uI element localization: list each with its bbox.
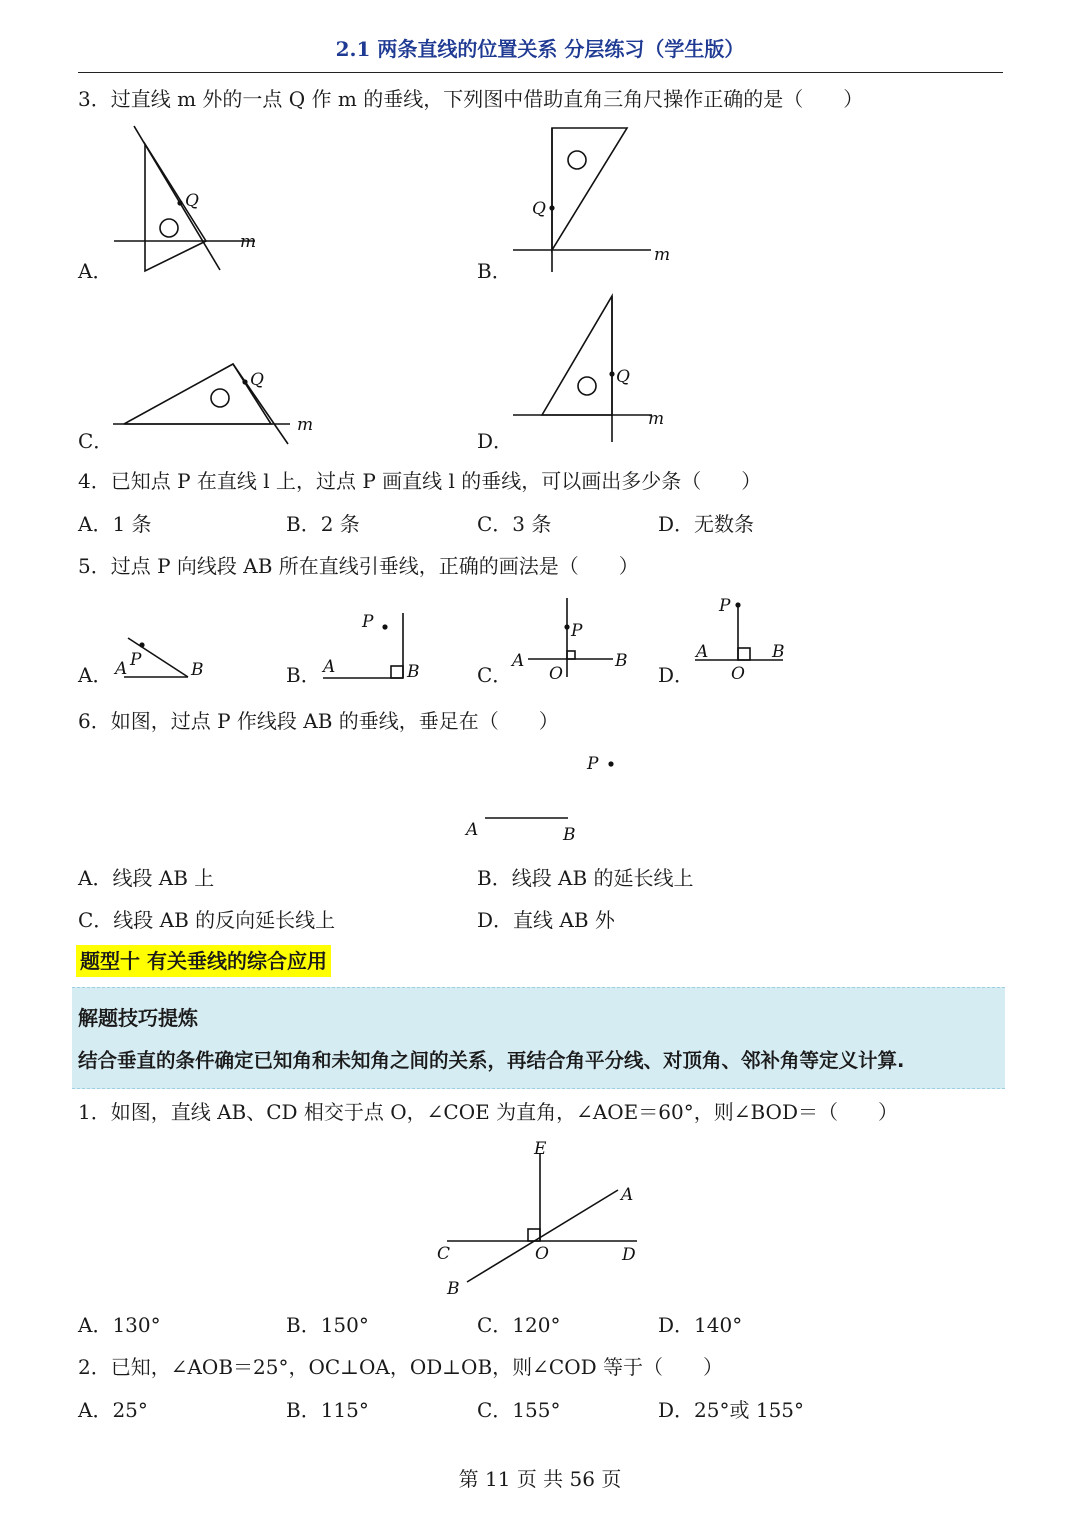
p1-label-e: E (534, 1139, 547, 1159)
q5-figure-c (505, 595, 635, 690)
q5-figure-a (110, 630, 220, 690)
p1-label-d: D (622, 1245, 636, 1265)
p1-stem: 1．如图，直线 AB、CD 相交于点 O，∠COE 为直角，∠AOE＝60°，则∠BOD＝（ ） (78, 1100, 898, 1124)
q5-option-b: B． (286, 663, 321, 687)
q3-figure-b (510, 118, 690, 288)
q5-option-c: C． (477, 663, 513, 687)
page-header-title: 2.1 两条直线的位置关系 分层练习（学生版） (335, 37, 745, 61)
q5c-label-o: O (549, 664, 563, 684)
q3-option-a: A． (78, 259, 113, 283)
q6-label-b: B (563, 825, 576, 845)
q6-option-a: A．线段 AB 上 (78, 866, 215, 890)
section-title: 题型十 有关垂线的综合应用 (76, 945, 331, 977)
q5b-label-p: P (362, 612, 374, 632)
q6-label-p: P (587, 754, 599, 774)
q3-option-d: D． (477, 429, 514, 453)
q5a-label-b: B (191, 660, 204, 680)
q3c-triangle (124, 364, 271, 424)
p2-option-a: A．25° (78, 1398, 148, 1422)
p1-option-d: D．140° (658, 1313, 743, 1337)
q3c-ruler-hole (211, 389, 229, 407)
q5-figure-b (315, 605, 430, 690)
q6-label-a: A (466, 820, 479, 840)
q5d-label-b: B (772, 642, 785, 662)
q3c-point-q (242, 379, 247, 384)
q5c-label-p: P (571, 621, 583, 641)
q5c-right-angle (567, 651, 575, 659)
q5d-right-angle (738, 648, 750, 660)
q4-option-d: D．无数条 (658, 512, 755, 536)
q5b-right-angle (391, 666, 403, 678)
q3-stem: 3．过直线 m 外的一点 Q 作 m 的垂线，下列图中借助直角三角尺操作正确的是（ ） (78, 87, 864, 111)
q3b-label-q: Q (532, 199, 546, 219)
tip-title: 解题技巧提炼 (78, 1006, 198, 1030)
q3c-label-m: m (297, 415, 314, 435)
p1-label-o: O (535, 1244, 549, 1264)
q4-stem: 4．已知点 P 在直线 l 上，过点 P 画直线 l 的垂线，可以画出多少条（ ） (78, 469, 762, 493)
p2-option-b: B．115° (286, 1398, 369, 1422)
q5b-label-b: B (407, 662, 420, 682)
p1-label-c: C (437, 1244, 451, 1264)
q3-option-b: B． (477, 259, 512, 283)
q3a-point-q (177, 200, 182, 205)
q6-stem: 6．如图，过点 P 作线段 AB 的垂线，垂足在（ ） (78, 709, 559, 733)
q3c-label-q: Q (250, 370, 264, 390)
q5d-label-p: P (719, 596, 731, 616)
q3a-label-q: Q (185, 191, 199, 211)
p1-line-ab (467, 1190, 618, 1282)
q5-option-d: D． (658, 663, 695, 687)
q3b-triangle (552, 128, 627, 250)
q4-option-c: C．3 条 (477, 512, 552, 536)
q3-figure-a (100, 118, 270, 288)
q5a-label-p: P (130, 650, 142, 670)
q4-option-a: A．1 条 (78, 512, 152, 536)
q4-option-b: B．2 条 (286, 512, 360, 536)
q5a-label-a: A (115, 659, 128, 679)
q3a-label-m: m (240, 232, 257, 252)
q5c-label-a: A (512, 651, 525, 671)
tip-box (72, 987, 1005, 1089)
q5a-point-p (139, 642, 144, 647)
q3-figure-c (105, 350, 320, 450)
q6-option-c: C．线段 AB 的反向延长线上 (78, 908, 336, 932)
p2-stem: 2．已知，∠AOB＝25°，OC⊥OA，OD⊥OB，则∠COD 等于（ ） (78, 1355, 723, 1379)
q5d-label-o: O (731, 664, 745, 684)
q3-figure-d (510, 290, 690, 450)
p1-figure (425, 1135, 660, 1305)
q3d-triangle (542, 296, 612, 415)
q3d-label-q: Q (616, 367, 630, 387)
q3d-point-q (609, 371, 614, 376)
q6-option-d: D．直线 AB 外 (477, 908, 615, 932)
q3d-ruler-hole (578, 377, 596, 395)
q6-point-p (608, 761, 613, 766)
q3b-label-m: m (654, 245, 671, 265)
q5-stem: 5．过点 P 向线段 AB 所在直线引垂线，正确的画法是（ ） (78, 554, 639, 578)
tip-body: 结合垂直的条件确定已知角和未知角之间的关系，再结合角平分线、对顶角、邻补角等定义计算. (78, 1049, 905, 1072)
q5b-point-p (382, 624, 387, 629)
q3b-ruler-hole (568, 151, 586, 169)
q5-option-a: A． (78, 663, 113, 687)
q3d-label-m: m (648, 409, 665, 429)
page-number: 第 11 页 共 56 页 (458, 1467, 622, 1491)
q6-figure (460, 745, 630, 845)
q5b-label-a: A (323, 657, 336, 677)
q6-option-b: B．线段 AB 的延长线上 (477, 866, 694, 890)
p1-option-b: B．150° (286, 1313, 369, 1337)
p1-option-c: C．120° (477, 1313, 561, 1337)
header-divider (78, 72, 1003, 73)
q5c-point-p (564, 624, 569, 629)
q5c-label-b: B (615, 651, 628, 671)
p1-label-b: B (447, 1279, 460, 1299)
p2-option-c: C．155° (477, 1398, 561, 1422)
q3b-point-q (549, 205, 554, 210)
q5d-point-p (735, 602, 740, 607)
p2-option-d: D．25°或 155° (658, 1398, 805, 1422)
p1-option-a: A．130° (78, 1313, 161, 1337)
q3a-ruler-hole (160, 219, 178, 237)
q3-option-c: C． (78, 429, 114, 453)
q5d-label-a: A (696, 642, 709, 662)
p1-label-a: A (621, 1185, 634, 1205)
q5-figure-d (688, 595, 798, 690)
